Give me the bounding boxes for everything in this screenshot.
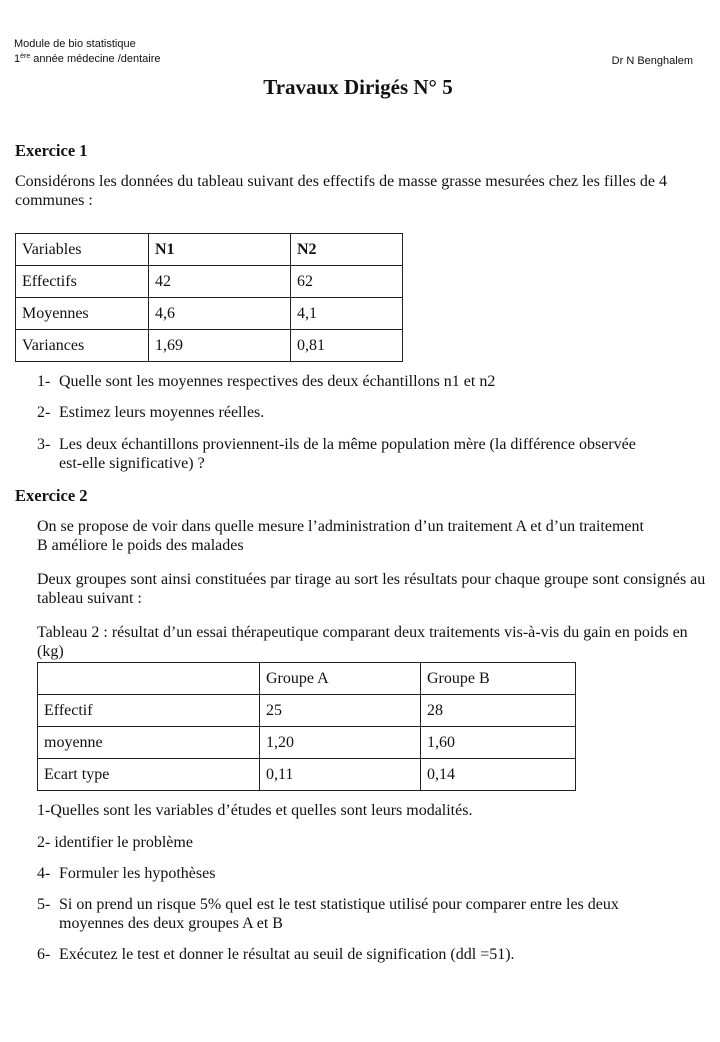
exercice2-table	[37, 662, 576, 791]
table-cell: N2	[291, 234, 403, 266]
table-header-row	[16, 234, 403, 266]
table-cell: 1,20	[260, 727, 421, 759]
question-text: Si on prend un risque 5% quel est le test statistique utilisé pour comparer entre les deux moyennes des deux groupes A et B	[59, 896, 619, 932]
header-year-rest: année médecine /dentaire	[30, 53, 161, 65]
table-row	[38, 759, 576, 791]
table-cell: 4,6	[149, 298, 291, 330]
table-cell: 28	[421, 695, 576, 727]
exercice1-title: Exercice 1	[15, 141, 88, 160]
question-number: 3-	[37, 436, 51, 453]
table-cell: Moyennes	[16, 298, 149, 330]
page-title: Travaux Dirigés N° 5	[263, 75, 453, 99]
exercice1-table	[15, 233, 403, 362]
table-cell: 1,69	[149, 330, 291, 362]
question-text: Estimez leurs moyennes réelles.	[59, 404, 265, 421]
table-cell: Variables	[16, 234, 149, 266]
exercice2-paragraph: Deux groupes sont ainsi constituées par tirage au sort les résultats pour chaque groupe sont consignés au tableau suivant :	[37, 571, 706, 607]
table-cell: Groupe A	[260, 663, 421, 695]
table-caption: Tableau 2 : résultat d’un essai thérapeutique comparant deux traitements vis-à-vis du gain en poids en (kg)	[37, 624, 688, 660]
table-row	[16, 298, 403, 330]
question-number: 2-	[37, 404, 51, 421]
question-text: 1-Quelles sont les variables d’études et quelles sont leurs modalités.	[37, 802, 473, 819]
exercice2-paragraph: On se propose de voir dans quelle mesure l’administration d’un traitement A et d’un traitement B améliore le poids des malades	[37, 518, 644, 554]
table-cell: 0,14	[421, 759, 576, 791]
table-cell: 0,81	[291, 330, 403, 362]
question-number: 6-	[37, 946, 51, 963]
table-cell: N1	[149, 234, 291, 266]
header-year	[14, 53, 161, 66]
table-cell: 1,60	[421, 727, 576, 759]
table-cell: 25	[260, 695, 421, 727]
table-row	[16, 330, 403, 362]
table-cell: 42	[149, 266, 291, 298]
header-author: Dr N Benghalem	[611, 55, 693, 67]
table-cell: moyenne	[38, 727, 260, 759]
exercice2-title: Exercice 2	[15, 486, 88, 505]
question-text: 2- identifier le problème	[37, 834, 193, 851]
header-year-sup: ère	[20, 53, 31, 60]
table-cell: 0,11	[260, 759, 421, 791]
header-year-num: 1	[14, 53, 21, 65]
table-cell: Effectif	[38, 695, 260, 727]
table-cell: 4,1	[291, 298, 403, 330]
question-text: Formuler les hypothèses	[59, 865, 216, 882]
question-text: Les deux échantillons proviennent-ils de la même population mère (la différence observée est-elle significative) ?	[59, 436, 636, 472]
table-cell: 62	[291, 266, 403, 298]
question-number: 5-	[37, 896, 51, 913]
table-row	[38, 695, 576, 727]
question-text: Quelle sont les moyennes respectives des deux échantillons n1 et n2	[59, 373, 496, 390]
question-text: Exécutez le test et donner le résultat au seuil de signification (ddl =51).	[59, 946, 515, 963]
question-number: 1-	[37, 373, 51, 390]
table-header-row	[38, 663, 576, 695]
table-cell: Variances	[16, 330, 149, 362]
question-number: 4-	[37, 865, 51, 882]
table-row	[16, 266, 403, 298]
header-module: Module de bio statistique	[14, 38, 136, 50]
table-cell: Groupe B	[421, 663, 576, 695]
table-cell: Ecart type	[38, 759, 260, 791]
exercice1-intro: Considérons les données du tableau suivant des effectifs de masse grasse mesurées chez les filles de 4 communes :	[15, 173, 667, 209]
table-cell: Effectifs	[16, 266, 149, 298]
table-row	[38, 727, 576, 759]
table-cell	[38, 663, 260, 695]
